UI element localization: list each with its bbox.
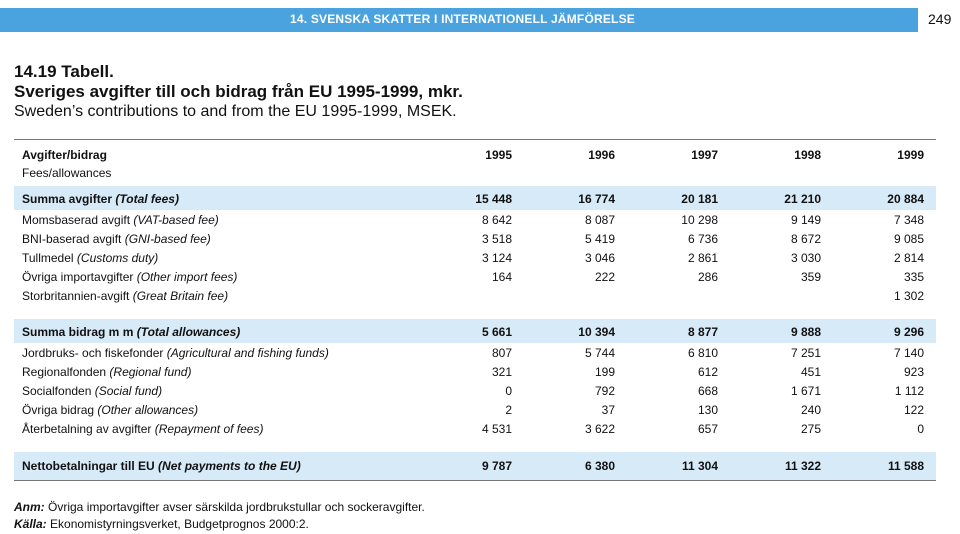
table-cell: 286: [697, 270, 718, 284]
table-cell: 451: [800, 365, 821, 379]
table-cell: 9 787: [481, 459, 512, 473]
table-cell: 10 394: [578, 325, 615, 339]
header-label-swedish: Avgifter/bidrag: [22, 148, 107, 162]
table-row: [14, 210, 936, 229]
table-cell: 321: [491, 365, 512, 379]
table-cell: 122: [903, 403, 924, 417]
year-header: 1997: [691, 148, 718, 162]
table-cell: 1 302: [893, 289, 924, 303]
table-cell: 6 380: [584, 459, 615, 473]
table-cell: 9 085: [893, 232, 924, 246]
row-label: Storbritannien-avgift (Great Britain fee): [22, 289, 229, 303]
table-cell: 7 251: [790, 346, 821, 360]
table-cell: 9 296: [893, 325, 924, 339]
row-label: Övriga importavgifter (Other import fees): [22, 270, 238, 284]
table-cell: 3 622: [584, 422, 615, 436]
table-cell: 792: [594, 384, 615, 398]
table-cell: 199: [594, 365, 615, 379]
table-cell: 3 124: [481, 251, 512, 265]
year-header: 1996: [588, 148, 615, 162]
table-cell: 6 810: [687, 346, 718, 360]
table-cell: 15 448: [475, 192, 512, 206]
table-cell: 4 531: [481, 422, 512, 436]
section-gap: [14, 305, 936, 319]
table-cell: 9 149: [790, 213, 821, 227]
page-number: 249: [928, 11, 952, 27]
section-gap: [14, 438, 936, 452]
row-label: Jordbruks- och fiskefonder (Agricultural and fishing funds): [22, 346, 329, 360]
table-cell: 3 518: [481, 232, 512, 246]
table-cell: 2 814: [893, 251, 924, 265]
table-row: [14, 400, 936, 419]
table-cell: 8 877: [687, 325, 718, 339]
table-row: [14, 381, 936, 400]
row-label: Regionalfonden (Regional fund): [22, 365, 192, 379]
table-cell: 9 888: [790, 325, 821, 339]
table-header-row: [14, 140, 936, 186]
row-label: BNI-baserad avgift (GNI-based fee): [22, 232, 211, 246]
table-cell: 8 642: [481, 213, 512, 227]
table-cell: 11 588: [887, 459, 924, 473]
table-cell: 16 774: [578, 192, 615, 206]
row-label: Momsbaserad avgift (VAT-based fee): [22, 213, 219, 227]
table-cell: 240: [800, 403, 821, 417]
table-row: [14, 267, 936, 286]
table-cell: 37: [601, 403, 615, 417]
source-text: Ekonomistyrningsverket, Budgetprognos 2000:2.: [50, 517, 309, 531]
table-cell: 1 112: [894, 384, 924, 398]
header-label-english: Fees/allowances: [22, 166, 112, 180]
table-row: [14, 229, 936, 248]
table-row: [14, 248, 936, 267]
chapter-title: 14. SVENSKA SKATTER I INTERNATIONELL JÄMFÖRELSE: [290, 12, 635, 26]
table-cell: 3 030: [790, 251, 821, 265]
contributions-table: [14, 139, 936, 481]
table-cell: 1 671: [790, 384, 821, 398]
table-cell: 222: [594, 270, 615, 284]
table-row: [14, 286, 936, 305]
table-cell: 20 181: [681, 192, 718, 206]
table-cell: 2 861: [687, 251, 718, 265]
table-cell: 10 298: [681, 213, 718, 227]
table-cell: 20 884: [887, 192, 924, 206]
table-cell: 657: [697, 422, 718, 436]
table-cell: 335: [903, 270, 924, 284]
table-number: 14.19 Tabell.: [14, 62, 114, 81]
note-label: Anm:: [14, 500, 45, 514]
table-row: [14, 362, 936, 381]
table-cell: 0: [505, 384, 512, 398]
row-label: Nettobetalningar till EU (Net payments to the EU): [22, 459, 301, 473]
table-cell: 923: [903, 365, 924, 379]
row-label: Övriga bidrag (Other allowances): [22, 403, 199, 417]
row-label: Socialfonden (Social fund): [22, 384, 163, 398]
row-label: Summa avgifter (Total fees): [22, 192, 179, 206]
table-cell: 5 744: [584, 346, 615, 360]
note-line: [14, 499, 425, 516]
table-cell: 130: [697, 403, 718, 417]
table-cell: 612: [697, 365, 718, 379]
table-title-swedish: Sveriges avgifter till och bidrag från EU 1995-1999, mkr.: [14, 82, 463, 101]
table-notes: [14, 499, 425, 533]
table-title-block: [14, 62, 463, 122]
table-cell: 6 736: [687, 232, 718, 246]
row-label: Tullmedel (Customs duty): [22, 251, 159, 265]
source-label: Källa:: [14, 517, 47, 531]
table-cell: 5 661: [481, 325, 512, 339]
table-cell: 11 322: [784, 459, 821, 473]
row-label: Återbetalning av avgifter (Repayment of fees): [22, 422, 264, 436]
table-cell: 3 046: [584, 251, 615, 265]
table-cell: 2: [505, 403, 512, 417]
note-text: Övriga importavgifter avser särskilda jordbrukstullar och sockeravgifter.: [48, 500, 425, 514]
table-cell: 0: [917, 422, 924, 436]
table-row: [14, 419, 936, 438]
row-label: Summa bidrag m m (Total allowances): [22, 325, 241, 339]
total-fees-row: [14, 186, 936, 210]
total-allowances-row: [14, 319, 936, 343]
net-payments-row: [14, 452, 936, 481]
table-cell: 11 304: [681, 459, 718, 473]
year-header: 1999: [897, 148, 924, 162]
table-cell: 5 419: [584, 232, 615, 246]
source-line: [14, 516, 425, 533]
table-cell: 21 210: [784, 192, 821, 206]
table-cell: 8 672: [790, 232, 821, 246]
table-cell: 7 140: [893, 346, 924, 360]
table-title-english: Sweden’s contributions to and from the EU 1995-1999, MSEK.: [14, 103, 457, 120]
table-row: [14, 343, 936, 362]
table-cell: 807: [491, 346, 512, 360]
table-cell: 7 348: [893, 213, 924, 227]
year-header: 1995: [485, 148, 512, 162]
table-cell: 275: [800, 422, 821, 436]
year-header: 1998: [794, 148, 821, 162]
table-cell: 359: [800, 270, 821, 284]
table-cell: 8 087: [584, 213, 615, 227]
table-cell: 164: [491, 270, 512, 284]
table-cell: 668: [697, 384, 718, 398]
